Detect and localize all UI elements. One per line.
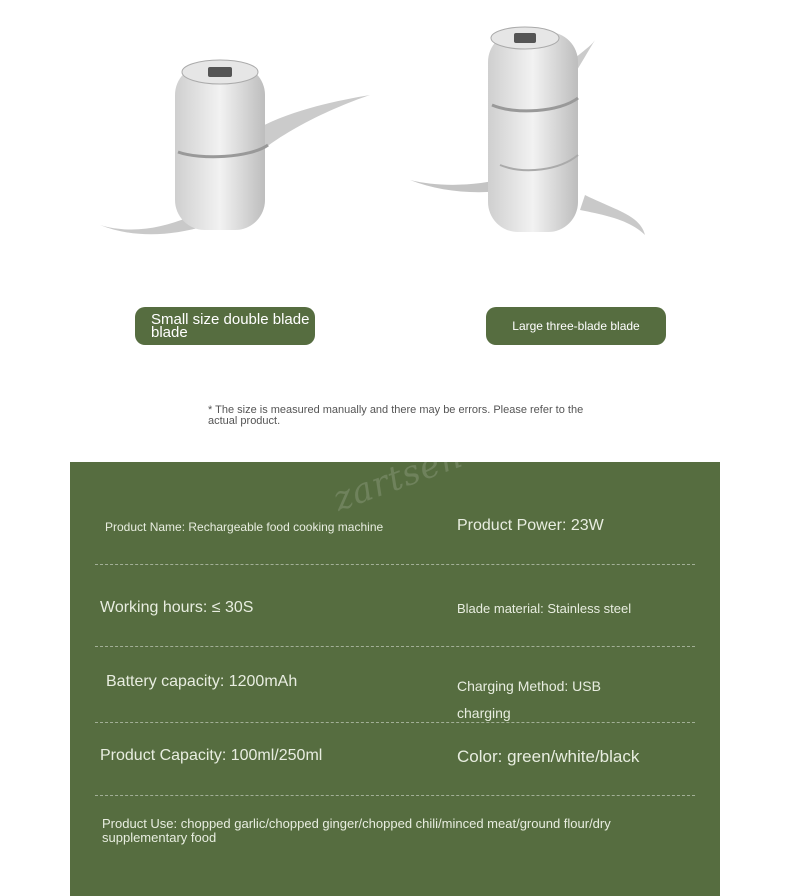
watermark: zartsen: [328, 435, 469, 520]
size-disclaimer: * The size is measured manually and there may be errors. Please refer to the actual product.: [208, 404, 584, 427]
three-blade-icon: [400, 20, 670, 250]
large-blade-label: [486, 307, 666, 345]
spec-blade-material: Blade material: Stainless steel: [457, 601, 632, 616]
divider: [95, 564, 695, 565]
spec-product-capacity: Product Capacity: 100ml/250ml: [100, 747, 323, 764]
spec-product-power: Product Power: 23W: [457, 517, 604, 534]
divider: [95, 795, 695, 796]
small-blade-label-text: Small size double blade blade: [151, 311, 310, 341]
double-blade-icon: [90, 40, 380, 260]
divider: [95, 646, 695, 647]
large-blade-label-text: Large three-blade blade: [512, 319, 640, 333]
spec-charging-method: Charging Method: USB charging: [457, 678, 601, 721]
spec-working-hours: Working hours: ≤ 30S: [100, 599, 254, 616]
small-blade-label: [135, 307, 315, 345]
spec-panel: [70, 435, 720, 896]
divider: [95, 722, 695, 723]
spec-battery-capacity: Battery capacity: 1200mAh: [106, 673, 298, 690]
spec-product-name: Product Name: Rechargeable food cooking machine: [105, 520, 384, 534]
spec-color: Color: green/white/black: [457, 747, 640, 766]
spec-product-use: Product Use: chopped garlic/chopped ginger/chopped chili/minced meat/ground flour/dry supplementary food: [102, 816, 611, 845]
